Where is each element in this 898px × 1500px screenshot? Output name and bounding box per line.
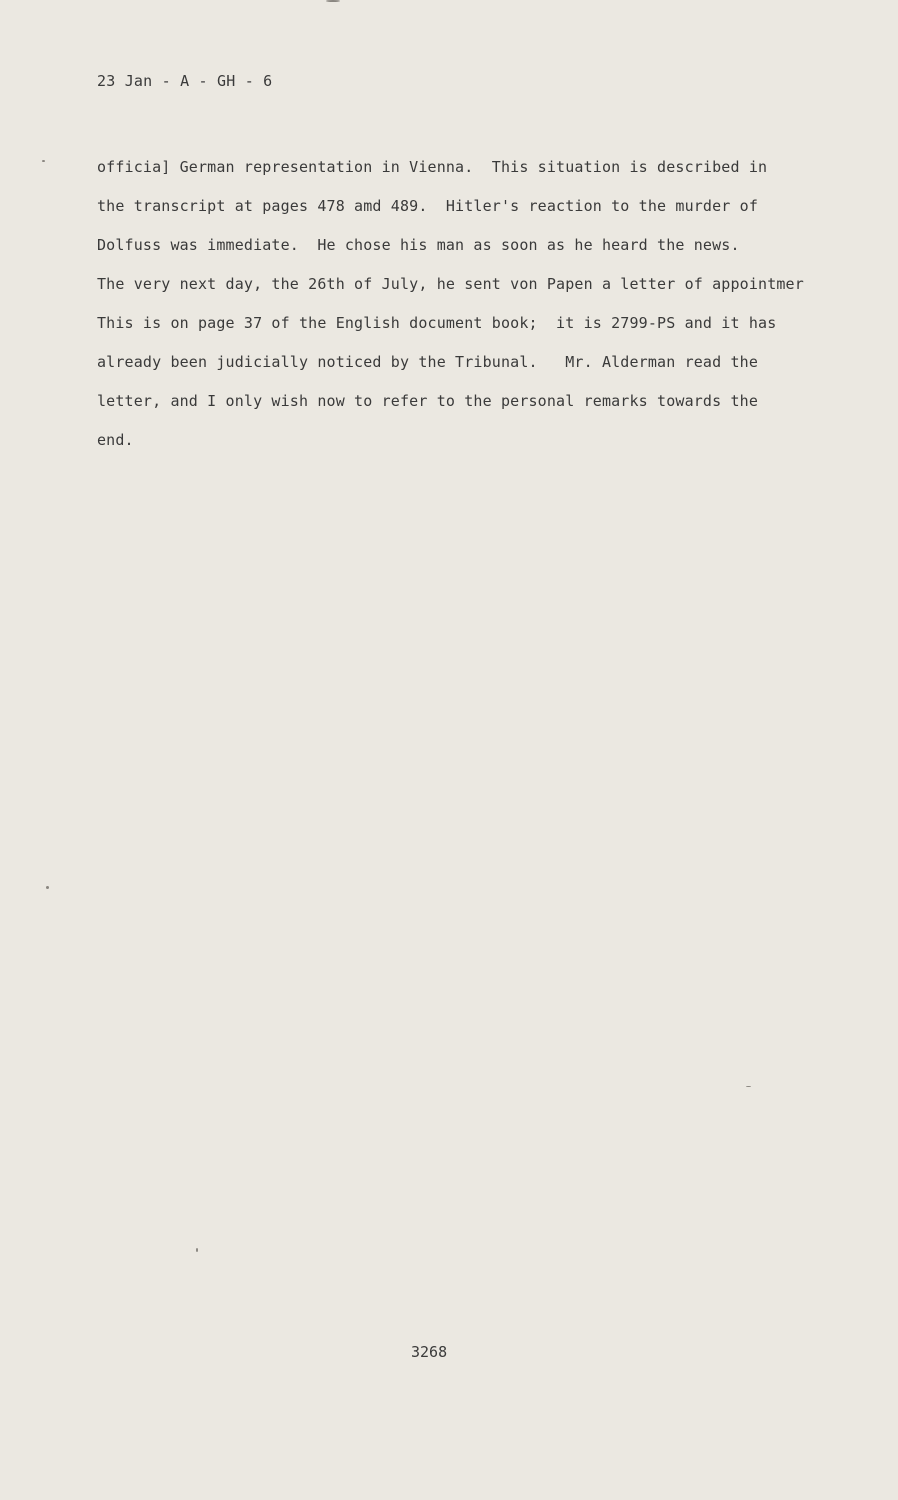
page-header: 23 Jan - A - GH - 6 xyxy=(97,72,273,90)
text-line: officia] German representation in Vienna. This situation is described in xyxy=(97,158,768,176)
paper-speck xyxy=(46,886,49,889)
body-text xyxy=(97,148,857,460)
paper-speck xyxy=(196,1248,198,1252)
paper-speck xyxy=(326,0,340,2)
text-line: already been judicially noticed by the Tribunal. Mr. Alderman read the xyxy=(97,353,759,371)
text-line: the transcript at pages 478 amd 489. Hitler's reaction to the murder of xyxy=(97,197,759,215)
text-line: The very next day, the 26th of July, he sent von Papen a letter of appointmer xyxy=(97,275,804,293)
text-line: end. xyxy=(97,431,134,449)
page-number: 3268 xyxy=(411,1343,448,1361)
paper-speck xyxy=(746,1086,751,1087)
text-line: This is on page 37 of the English document book; it is 2799-PS and it has xyxy=(97,314,777,332)
text-line: Dolfuss was immediate. He chose his man as soon as he heard the news. xyxy=(97,236,740,254)
paper-speck xyxy=(42,160,45,162)
text-line: letter, and I only wish now to refer to the personal remarks towards the xyxy=(97,392,759,410)
